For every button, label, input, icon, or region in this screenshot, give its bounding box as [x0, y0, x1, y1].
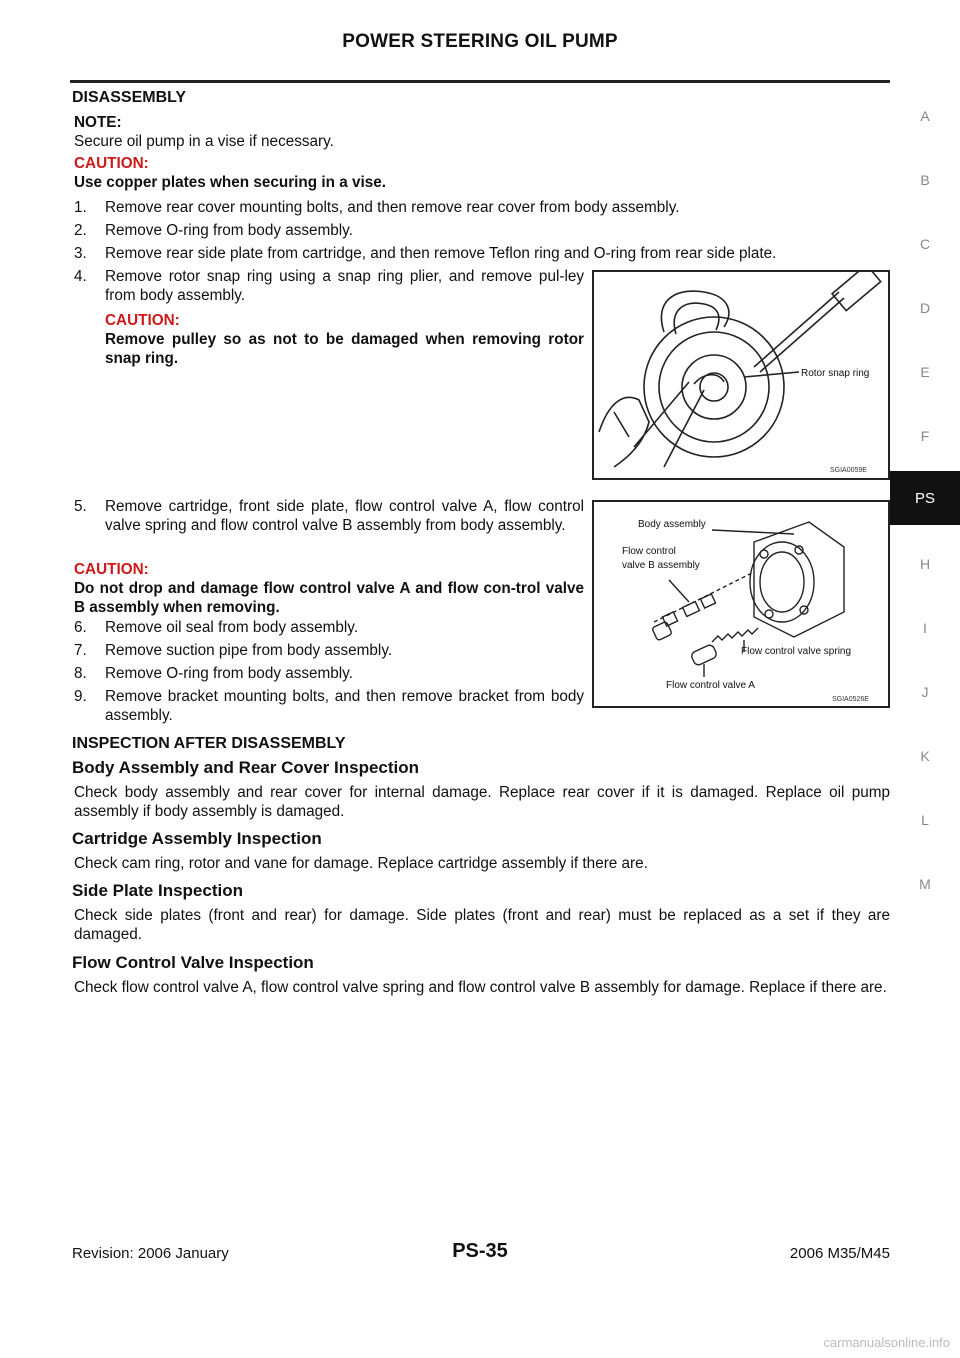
step5-caution-label: CAUTION: [74, 561, 149, 578]
subsection-title-body-rear-cover: Body Assembly and Rear Cover Inspection [72, 758, 420, 777]
label-valve-b-line2: valve B assembly [622, 560, 700, 571]
subsection-text-body-rear-cover: Check body assembly and rear cover for internal damage. Replace rear cover if it is damaged. Replace oil pump assembly if body assembly is damaged. [74, 784, 890, 820]
flow-control-valves-illustration [594, 502, 888, 706]
step-7 [74, 641, 584, 660]
step-8 [74, 664, 584, 683]
footer-revision: Revision: 2006 January [72, 1245, 229, 1262]
rotor-snap-ring-label: Rotor snap ring [801, 368, 870, 379]
step4-caution-label: CAUTION: [105, 312, 180, 329]
side-index-j[interactable]: J [921, 684, 929, 700]
subsection-text-cartridge: Check cam ring, rotor and vane for damage. Replace cartridge assembly if there are. [74, 855, 648, 872]
step-number: 3. [74, 245, 87, 262]
step-text: Remove rear side plate from cartridge, and then remove Teflon ring and O-ring from rear side plate. [105, 245, 777, 262]
subsection-text-side-plate: Check side plates (front and rear) for damage. Side plates (front and rear) must be replaced as a set if they are damaged. [74, 907, 890, 943]
step-text: Remove cartridge, front side plate, flow control valve A, flow control valve spring and flow control valve B assembly from body assembly. [105, 498, 584, 534]
caution-text: Use copper plates when securing in a vise. [74, 174, 386, 191]
label-valve-spring: Flow control valve spring [741, 646, 852, 657]
label-body-assembly: Body assembly [638, 519, 706, 530]
subsection-title-cartridge: Cartridge Assembly Inspection [72, 829, 322, 848]
side-index-b[interactable]: B [920, 172, 930, 188]
step-4 [74, 267, 584, 305]
step-number: 8. [74, 665, 87, 682]
step-number: 5. [74, 498, 87, 515]
disassembly-heading: DISASSEMBLY [72, 89, 187, 106]
step-text: Remove oil seal from body assembly. [105, 619, 359, 636]
step-9 [74, 687, 584, 725]
label-valve-b-line1: Flow control [622, 546, 676, 557]
side-index-d[interactable]: D [919, 300, 931, 316]
figure-rotor-snap-ring [592, 270, 890, 480]
step-text: Remove O-ring from body assembly. [105, 222, 353, 239]
side-index-c[interactable]: C [919, 236, 931, 252]
step-3 [74, 244, 890, 263]
step-number: 9. [74, 688, 87, 705]
step-text: Remove suction pipe from body assembly. [105, 642, 393, 659]
step-number: 1. [74, 199, 87, 216]
side-index-l[interactable]: L [921, 812, 929, 828]
step-2 [74, 221, 890, 240]
step-1 [74, 198, 890, 217]
figure-flow-control-valves [592, 500, 890, 708]
side-index-i[interactable]: I [923, 620, 927, 636]
step-number: 7. [74, 642, 87, 659]
step-number: 4. [74, 268, 87, 285]
subsection-text-flow-control: Check flow control valve A, flow control valve spring and flow control valve B assembly for damage. Replace if there are. [74, 979, 887, 996]
figure-code: SGIA0059E [830, 467, 867, 474]
step-6 [74, 618, 584, 637]
step-text: Remove bracket mounting bolts, and then remove bracket from body assembly. [105, 688, 584, 724]
step-text: Remove rotor snap ring using a snap ring plier, and remove pul-ley from body assembly. [105, 268, 584, 304]
subsection-title-flow-control: Flow Control Valve Inspection [72, 953, 314, 972]
side-index-k[interactable]: K [920, 748, 930, 764]
side-index-h[interactable]: H [919, 556, 931, 572]
side-index-f[interactable]: F [920, 428, 930, 444]
footer-page-number: PS-35 [452, 1240, 508, 1262]
note-text: Secure oil pump in a vise if necessary. [74, 133, 334, 150]
subsection-title-side-plate: Side Plate Inspection [72, 881, 243, 900]
step-text: Remove rear cover mounting bolts, and then remove rear cover from body assembly. [105, 199, 680, 216]
side-index-a[interactable]: A [920, 108, 930, 124]
step-number: 2. [74, 222, 87, 239]
inspection-heading: INSPECTION AFTER DISASSEMBLY [72, 735, 346, 752]
step5-caution-text: Do not drop and damage flow control valve A and flow con-trol valve B assembly when removing. [74, 580, 584, 616]
watermark: carmanualsonline.info [823, 1335, 950, 1350]
note-label: NOTE: [74, 114, 122, 131]
step-5 [74, 497, 584, 535]
side-index-ps-active[interactable]: PS [890, 471, 960, 525]
footer-model: 2006 M35/M45 [789, 1245, 890, 1262]
side-index-e[interactable]: E [920, 364, 930, 380]
step4-caution-text: Remove pulley so as not to be damaged when removing rotor snap ring. [105, 331, 584, 367]
figure-code: SGIA0526E [832, 696, 869, 703]
page-header-title: POWER STEERING OIL PUMP [342, 31, 618, 52]
side-index-m[interactable]: M [919, 876, 931, 892]
header-rule [70, 80, 890, 83]
rotor-snap-ring-illustration [594, 272, 888, 478]
label-valve-a: Flow control valve A [666, 680, 755, 691]
step-text: Remove O-ring from body assembly. [105, 665, 353, 682]
caution-label: CAUTION: [74, 155, 149, 172]
step-number: 6. [74, 619, 87, 636]
